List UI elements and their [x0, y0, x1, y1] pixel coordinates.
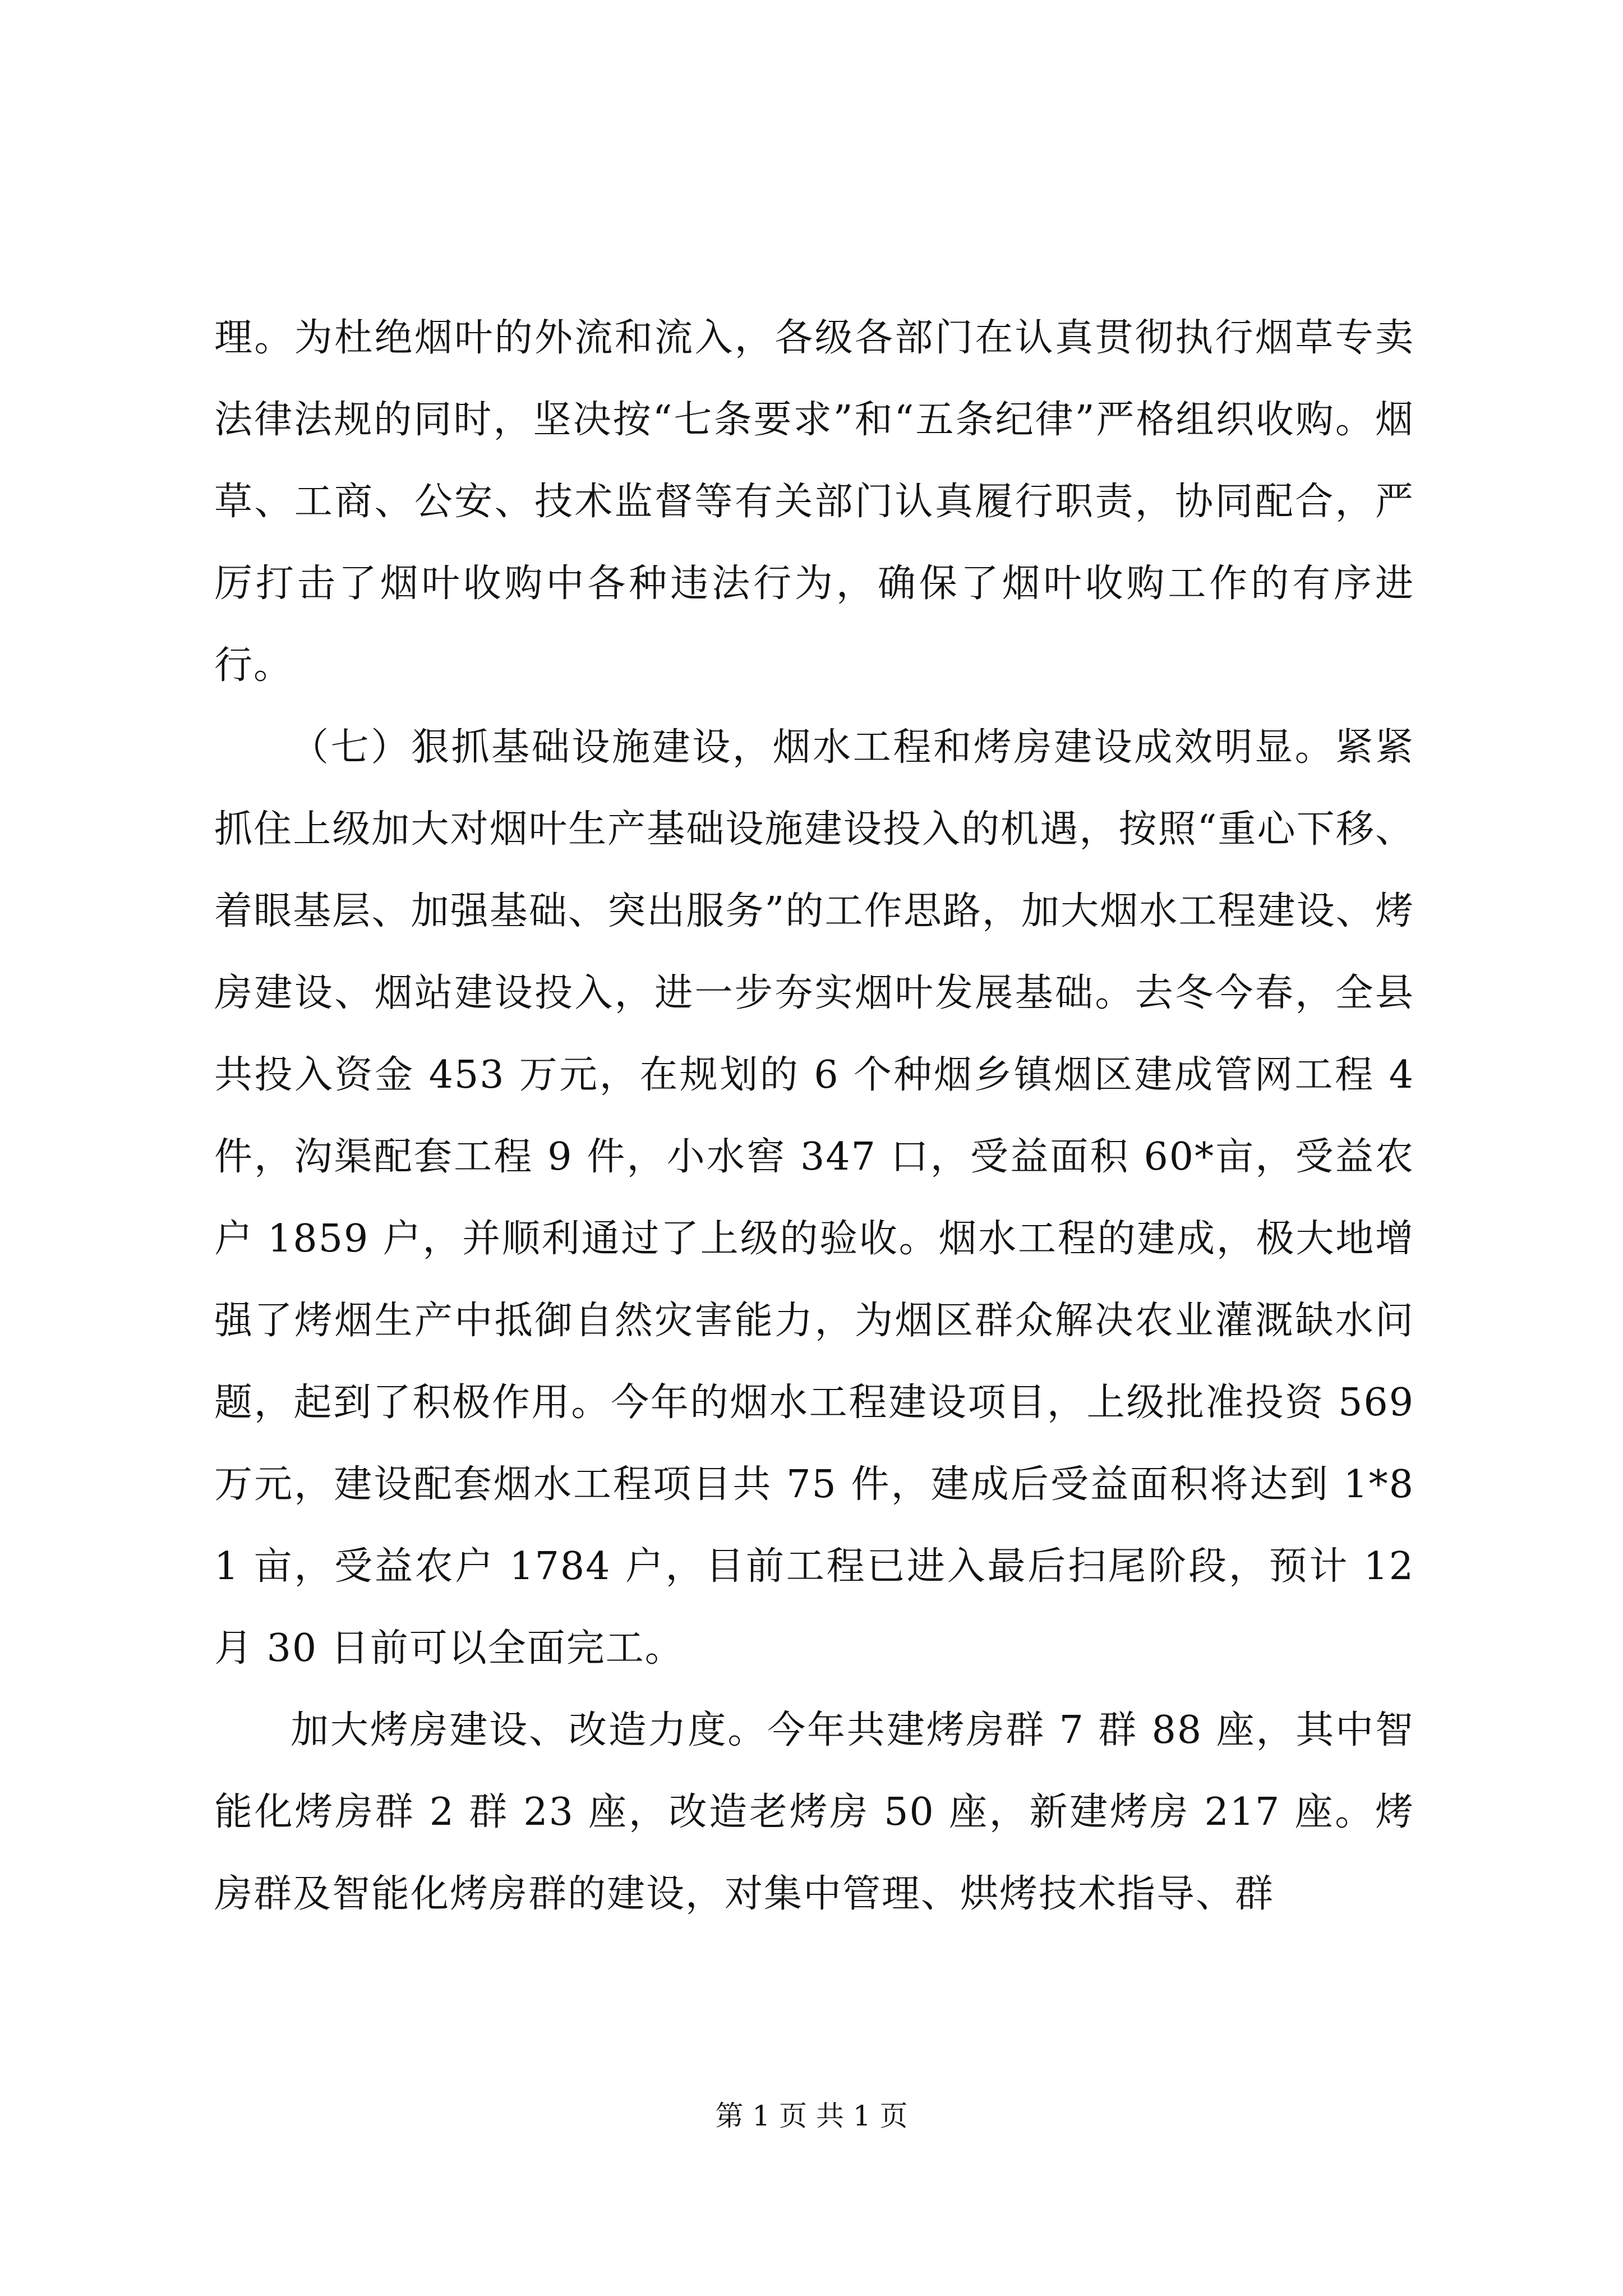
document-body	[214, 297, 1414, 1935]
paragraph-section-seven: （七）狠抓基础设施建设，烟水工程和烤房建设成效明显。紧紧抓住上级加大对烟叶生产基础设施建设投入的机遇，按照“重心下移、着眼基层、加强基础、突出服务”的工作思路，加大烟水工程建设、烤房建设、烟站建设投入，进一步夯实烟叶发展基础。去冬今春，全县共投入资金 453 万元，在规划的 6 个种烟乡镇烟区建成管网工程 4 件，沟渠配套工程 9 件，小水窖 347 口，受益面积 60*亩，受益农户 1859 户，并顺利通过了上级的验收。烟水工程的建成，极大地增强了烤烟生产中抵御自然灾害能力，为烟区群众解决农业灌溉缺水问题，起到了积极作用。今年的烟水工程建设项目，上级批准投资 569 万元，建设配套烟水工程项目共 75 件，建成后受益面积将达到 1*81 亩，受益农户 1784 户，目前工程已进入最后扫尾阶段，预计 12 月 30 日前可以全面完工。	[214, 725, 1414, 1671]
page-footer: 第 1 页 共 1 页	[715, 2100, 908, 2132]
paragraph-curing-barns: 加大烤房建设、改造力度。今年共建烤房群 7 群 88 座，其中智能化烤房群 2 群 23 座，改造老烤房 50 座，新建烤房 217 座。烤房群及智能化烤房群的建设，对集中管理、烘烤技术指导、群	[214, 1708, 1414, 1916]
paragraph-continuation: 理。为杜绝烟叶的外流和流入，各级各部门在认真贯彻执行烟草专卖法律法规的同时，坚决按“七条要求”和“五条纪律”严格组织收购。烟草、工商、公安、技术监督等有关部门认真履行职责，协同配合，严厉打击了烟叶收购中各种违法行为，确保了烟叶收购工作的有序进行。	[214, 316, 1414, 688]
